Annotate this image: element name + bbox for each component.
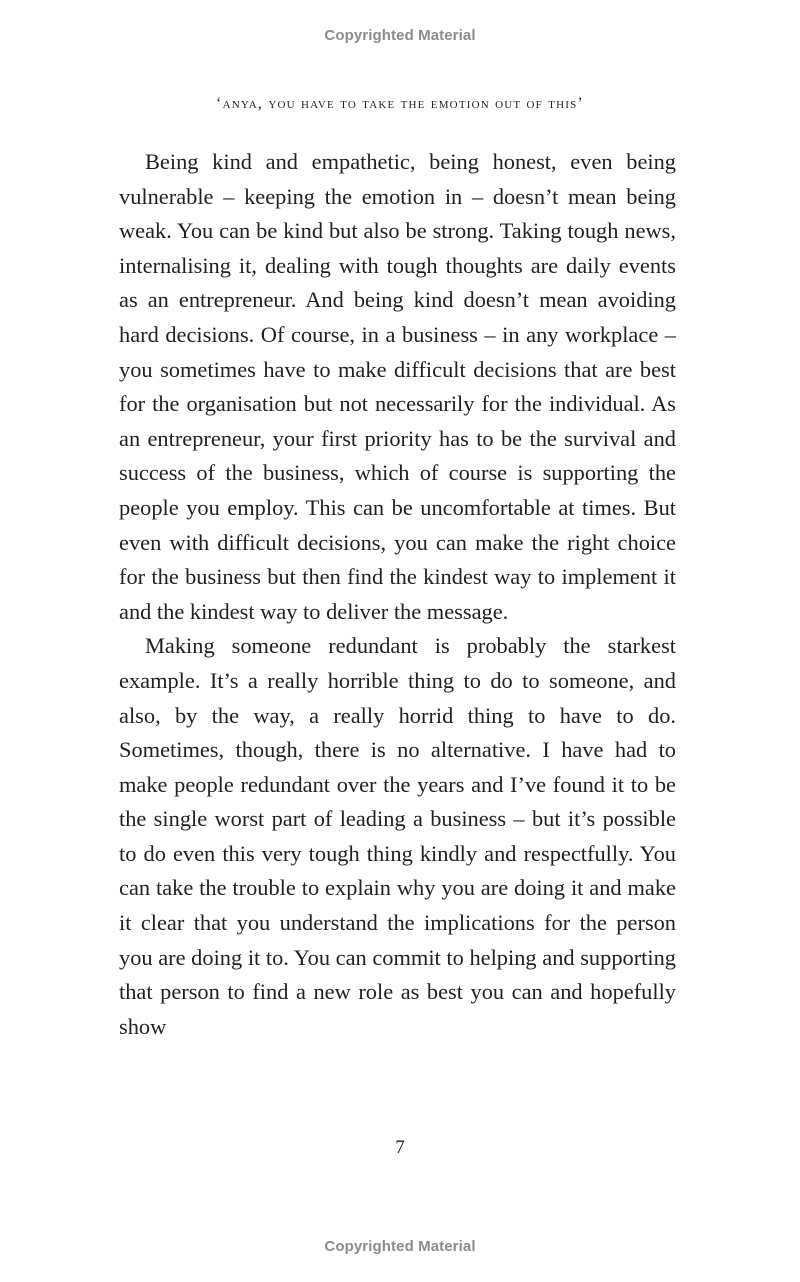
copyright-watermark-top: Copyrighted Material	[324, 27, 476, 44]
running-head: ‘anya, you have to take the emotion out of this’	[216, 95, 584, 112]
copyright-watermark-bottom: Copyrighted Material	[324, 1238, 476, 1255]
body-text	[119, 145, 676, 1044]
paragraph: Being kind and empathetic, being honest, even being vulnerable – keeping the emotion in – doesn’t mean being weak. You can be kind but also be strong. Taking tough news, internalising it, dealing with tough thoughts are daily events as an entrepreneur. And being kind doesn’t mean avoiding hard decisions. Of course, in a business – in any workplace – you sometimes have to make difficult decisions that are best for the organisation but not necessarily for the individual. As an entrepreneur, your first priority has to be the survival and success of the business, which of course is supporting the people you employ. This can be uncomfortable at times. But even with difficult decisions, you can make the right choice for the business but then find the kindest way to implement it and the kindest way to deliver the message.	[119, 149, 676, 624]
page-number: 7	[395, 1137, 405, 1158]
paragraph: Making someone redundant is probably the starkest example. It’s a really horrible thing to do to someone, and also, by the way, a really horrid thing to have to do. Sometimes, though, there is no alternative. I have had to make people redundant over the years and I’ve found it to be the single worst part of leading a business – but it’s possible to do even this very tough thing kindly and respectfully. You can take the trouble to explain why you are doing it and make it clear that you understand the implications for the person you are doing it to. You can commit to helping and supporting that person to find a new role as best you can and hopefully show	[119, 633, 676, 1039]
